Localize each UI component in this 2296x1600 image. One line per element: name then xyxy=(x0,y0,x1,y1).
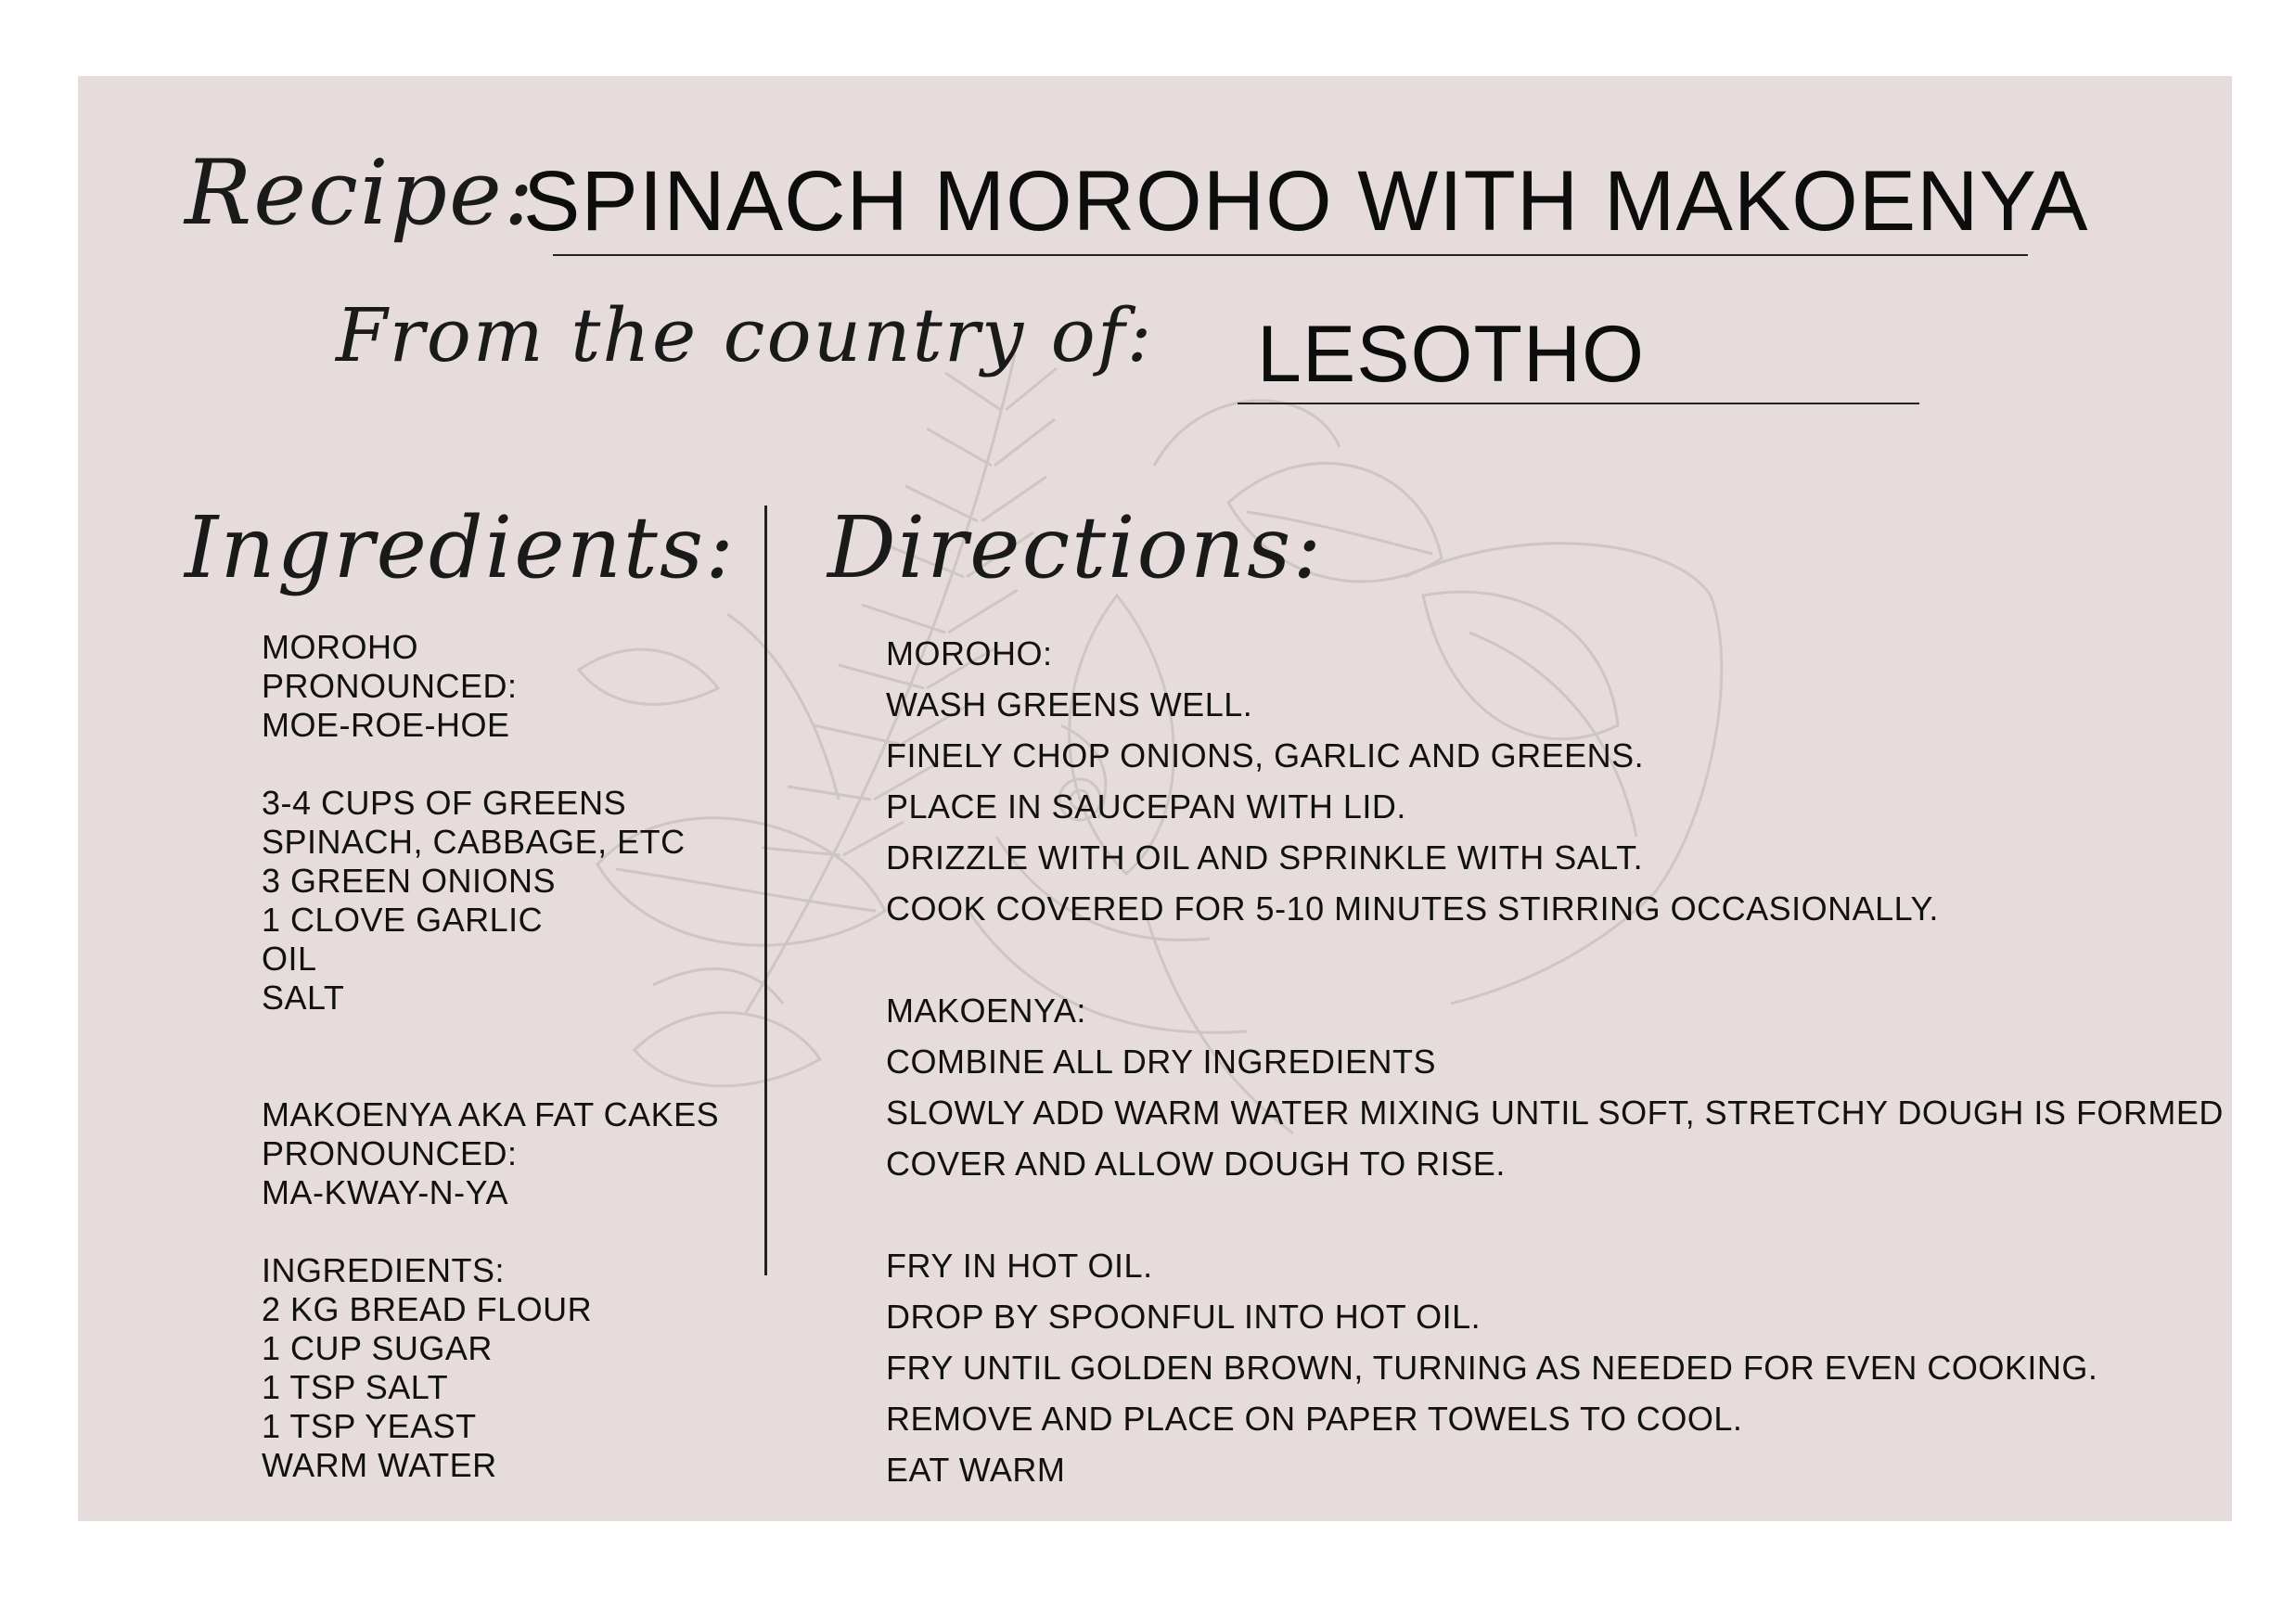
direction-step: COOK COVERED FOR 5-10 MINUTES STIRRING OCCASIONALLY. xyxy=(886,890,1939,928)
direction-step: REMOVE AND PLACE ON PAPER TOWELS TO COOL. xyxy=(886,1400,1743,1438)
recipe-title: SPINACH MOROHO WITH MAKOENYA xyxy=(523,154,2089,249)
direction-step: FINELY CHOP ONIONS, GARLIC AND GREENS. xyxy=(886,736,1645,774)
ingredients-list xyxy=(262,628,781,1485)
direction-step: PLACE IN SAUCEPAN WITH LID. xyxy=(886,787,1406,826)
list-item: WARM WATER xyxy=(262,1446,497,1484)
spacer xyxy=(262,745,781,784)
list-item: PRONOUNCED: xyxy=(262,667,518,705)
list-item: 1 CLOVE GARLIC xyxy=(262,901,544,939)
recipe-card xyxy=(78,76,2232,1521)
list-item: 1 TSP SALT xyxy=(262,1368,449,1406)
country-underline xyxy=(1238,403,1919,404)
directions-list xyxy=(886,628,2224,1495)
ingredients-heading: Ingredients: xyxy=(185,498,737,597)
list-item: 1 CUP SUGAR xyxy=(262,1329,493,1367)
list-item: SPINACH, CABBAGE, ETC xyxy=(262,823,686,861)
spacer xyxy=(262,1212,781,1251)
recipe-label: Recipe: xyxy=(185,141,536,245)
direction-step: DRIZZLE WITH OIL AND SPRINKLE WITH SALT. xyxy=(886,838,1644,877)
list-item: INGREDIENTS: xyxy=(262,1251,506,1289)
direction-step: MOROHO: xyxy=(886,634,1053,672)
spacer xyxy=(262,1018,781,1095)
list-item: MOE-ROE-HOE xyxy=(262,706,510,744)
direction-step: COVER AND ALLOW DOUGH TO RISE. xyxy=(886,1145,1506,1183)
direction-step: EAT WARM xyxy=(886,1451,1066,1489)
list-item: 3-4 CUPS OF GREENS xyxy=(262,784,627,822)
direction-step: FRY IN HOT OIL. xyxy=(886,1247,1153,1285)
list-item: PRONOUNCED: xyxy=(262,1134,518,1172)
direction-step: MAKOENYA: xyxy=(886,992,1086,1030)
directions-heading: Directions: xyxy=(827,498,1324,597)
list-item: 2 KG BREAD FLOUR xyxy=(262,1290,593,1328)
list-item: MOROHO xyxy=(262,628,418,666)
list-item: MA-KWAY-N-YA xyxy=(262,1173,509,1211)
list-item: SALT xyxy=(262,979,345,1017)
country-label: From the country of: xyxy=(336,292,1154,378)
direction-step: WASH GREENS WELL. xyxy=(886,685,1253,723)
list-item: OIL xyxy=(262,940,317,978)
direction-step: COMBINE ALL DRY INGREDIENTS xyxy=(886,1043,1436,1081)
direction-step: DROP BY SPOONFUL INTO HOT OIL. xyxy=(886,1298,1481,1336)
spacer xyxy=(886,1189,2213,1240)
spacer xyxy=(886,934,2213,985)
title-underline xyxy=(553,254,2028,256)
list-item: MAKOENYA AKA FAT CAKES xyxy=(262,1095,720,1133)
direction-step: SLOWLY ADD WARM WATER MIXING UNTIL SOFT, STRETCHY DOUGH IS FORMED xyxy=(886,1094,2224,1132)
list-item: 3 GREEN ONIONS xyxy=(262,862,557,900)
country-value: LESOTHO xyxy=(1257,310,1645,399)
direction-step: FRY UNTIL GOLDEN BROWN, TURNING AS NEEDED FOR EVEN COOKING. xyxy=(886,1349,2098,1387)
list-item: 1 TSP YEAST xyxy=(262,1407,477,1445)
